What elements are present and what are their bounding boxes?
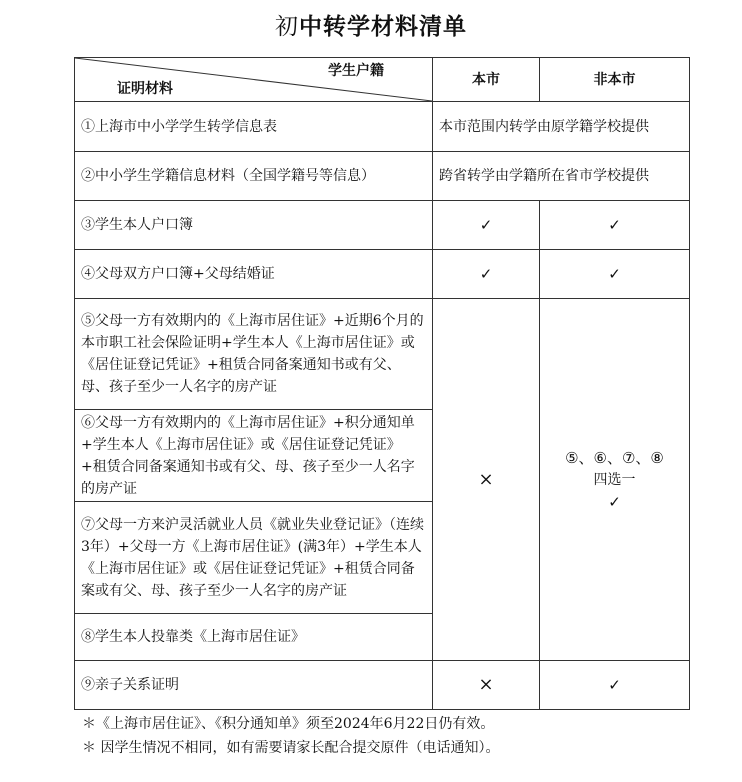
- material-cell: ①上海市中小学学生转学信息表: [75, 102, 433, 152]
- local-check: ✓: [433, 201, 540, 250]
- material-cell: ⑨亲子关系证明: [75, 661, 433, 710]
- nonlocal-check: ✓: [540, 250, 690, 299]
- footnotes: [82, 712, 499, 760]
- local-check: ✓: [433, 250, 540, 299]
- diagonal-header-cell: [75, 58, 433, 102]
- table-row: [75, 299, 690, 410]
- material-cell: ②中小学生学籍信息材料（全国学籍号等信息）: [75, 152, 433, 201]
- table-row: [75, 661, 690, 710]
- group-choose-one-label: 四选一: [593, 471, 636, 488]
- header-material-label: 证明材料: [117, 81, 173, 97]
- footnote-originals: ＊ 因学生情况不相同，如有需要请家长配合提交原件（电话通知）。: [82, 740, 500, 756]
- footnote-validity: ＊《上海市居住证》、《积分通知单》须至2024年6月22日仍有效。: [82, 716, 495, 732]
- merged-note-cell: 跨省转学由学籍所在省市学校提供: [433, 152, 690, 201]
- material-cell: ⑧学生本人投靠类《上海市居住证》: [75, 614, 433, 661]
- group-check: ✓: [608, 492, 621, 511]
- group-local-cross: ×: [433, 299, 540, 661]
- page-title: [0, 8, 742, 41]
- header-nonlocal: 非本市: [540, 58, 690, 102]
- merged-note-cell: 本市范围内转学由原学籍学校提供: [433, 102, 690, 152]
- local-cross: ×: [433, 661, 540, 710]
- title-prefix: 初: [275, 14, 299, 40]
- material-cell: ③学生本人户口簿: [75, 201, 433, 250]
- nonlocal-check: ✓: [540, 661, 690, 710]
- material-cell: ⑤父母一方有效期内的《上海市居住证》+近期6个月的本市职工社会保险证明+学生本人《上海市居住证》或《居住证登记凭证》+租赁合同备案通知书或有父、母、孩子至少一人名字的房产证: [75, 299, 433, 410]
- nonlocal-check: ✓: [540, 201, 690, 250]
- materials-table: [74, 57, 690, 710]
- table-header-row: [75, 58, 690, 102]
- table-row: [75, 250, 690, 299]
- material-cell: ⑦父母一方来沪灵活就业人员《就业失业登记证》（连续3年）+父母一方《上海市居住证》(满3年）+学生本人《上海市居住证》或《居住证登记凭证》+租赁合同备案或有父、母、孩子至少一人名字的房产证: [75, 502, 433, 614]
- group-options-label: ⑤、⑥、⑦、⑧: [565, 448, 664, 467]
- table-row: [75, 152, 690, 201]
- group-nonlocal-cell: [540, 299, 690, 661]
- table-row: [75, 201, 690, 250]
- title-main: 中转学材料清单: [299, 13, 467, 40]
- header-residence-label: 学生户籍: [328, 63, 384, 79]
- material-cell: ④父母双方户口簿+父母结婚证: [75, 250, 433, 299]
- material-cell: ⑥父母一方有效期内的《上海市居住证》+积分通知单+学生本人《上海市居住证》或《居住证登记凭证》+租赁合同备案通知书或有父、母、孩子至少一人名字的房产证: [75, 410, 433, 502]
- header-local: 本市: [433, 58, 540, 102]
- table-row: [75, 102, 690, 152]
